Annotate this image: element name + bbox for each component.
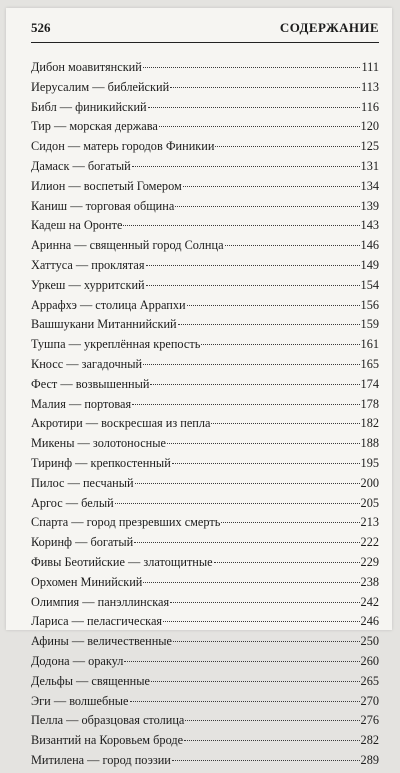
dot-leader xyxy=(215,146,359,147)
dot-leader xyxy=(201,344,359,345)
toc-entry xyxy=(31,416,379,436)
dot-leader xyxy=(214,562,360,563)
toc-entry xyxy=(31,456,379,476)
toc-entry-page: 229 xyxy=(360,554,379,569)
toc-entry xyxy=(31,258,379,278)
toc-entry-page: 260 xyxy=(360,653,379,668)
toc-entry-title: Микены — золотоносные xyxy=(31,436,166,451)
toc-entry-page: 195 xyxy=(360,455,379,470)
toc-entry xyxy=(31,713,379,733)
header-rule xyxy=(31,42,379,43)
toc-entry-page: 250 xyxy=(360,634,379,649)
toc-entry xyxy=(31,634,379,654)
toc-entry-title: Акротири — воскресшая из пепла xyxy=(31,416,211,431)
toc-entry-page: 161 xyxy=(360,337,379,352)
dot-leader xyxy=(183,186,360,187)
toc-entry-page: 159 xyxy=(360,317,379,332)
dot-leader xyxy=(178,324,360,325)
dot-leader xyxy=(146,265,360,266)
toc-entry-title: Орхомен Минийский xyxy=(31,574,143,589)
toc-entry-page: 156 xyxy=(360,297,379,312)
dot-leader xyxy=(123,225,359,226)
dot-leader xyxy=(225,245,360,246)
toc-entry xyxy=(31,357,379,377)
toc-entry-page: 174 xyxy=(360,376,379,391)
table-of-contents xyxy=(31,60,379,773)
dot-leader xyxy=(187,305,360,306)
toc-entry xyxy=(31,694,379,714)
book-page xyxy=(6,8,392,767)
toc-entry-page: 242 xyxy=(360,594,379,609)
toc-entry-page: 188 xyxy=(360,436,379,451)
toc-entry-title: Эги — волшебные xyxy=(31,693,129,708)
dot-leader xyxy=(170,602,359,603)
page-number: 526 xyxy=(31,20,51,35)
toc-entry-title: Тушпа — укреплённая крепость xyxy=(31,337,201,352)
dot-leader xyxy=(175,206,359,207)
dot-leader xyxy=(124,661,359,662)
toc-entry-page: 205 xyxy=(360,495,379,510)
toc-entry-title: Спарта — город презревших смерть xyxy=(31,515,221,530)
toc-entry xyxy=(31,278,379,298)
toc-entry-title: Малия — портовая xyxy=(31,396,132,411)
dot-leader xyxy=(211,423,359,424)
toc-entry-title: Сидон — матерь городов Финикии xyxy=(31,139,215,154)
toc-entry-title: Олимпия — панэллинская xyxy=(31,594,170,609)
toc-entry-title: Хаттуса — проклятая xyxy=(31,257,145,272)
toc-entry-title: Тир — морская держава xyxy=(31,119,158,134)
toc-entry-title: Каниш — торговая община xyxy=(31,198,175,213)
toc-entry-page: 143 xyxy=(360,218,379,233)
toc-entry xyxy=(31,654,379,674)
dot-leader xyxy=(143,67,361,68)
toc-entry xyxy=(31,80,379,100)
dot-leader xyxy=(143,582,359,583)
toc-entry-page: 270 xyxy=(360,693,379,708)
dot-leader xyxy=(143,364,359,365)
toc-entry-page: 149 xyxy=(360,257,379,272)
toc-entry xyxy=(31,496,379,516)
toc-entry-title: Пелла — образцовая столица xyxy=(31,713,185,728)
toc-entry xyxy=(31,218,379,238)
dot-leader xyxy=(159,126,360,127)
toc-entry xyxy=(31,100,379,120)
toc-entry-title: Дельфы — священные xyxy=(31,673,150,688)
dot-leader xyxy=(172,760,360,761)
toc-entry-title: Дамаск — богатый xyxy=(31,158,131,173)
toc-entry-page: 165 xyxy=(360,356,379,371)
toc-entry xyxy=(31,555,379,575)
toc-entry-page: 182 xyxy=(360,416,379,431)
toc-entry xyxy=(31,317,379,337)
toc-entry-page: 111 xyxy=(361,60,379,74)
toc-entry-page: 120 xyxy=(360,119,379,134)
toc-entry-title: Вашшукани Митаннийский xyxy=(31,317,177,332)
toc-entry xyxy=(31,476,379,496)
dot-leader xyxy=(132,166,360,167)
toc-entry xyxy=(31,575,379,595)
toc-entry-title: Аррафхэ — столица Аррапхи xyxy=(31,297,186,312)
toc-entry xyxy=(31,179,379,199)
toc-entry xyxy=(31,199,379,219)
toc-entry-page: 276 xyxy=(360,713,379,728)
toc-entry xyxy=(31,733,379,753)
dot-leader xyxy=(150,384,359,385)
toc-entry-title: Кадеш на Оронте xyxy=(31,218,123,233)
toc-entry xyxy=(31,515,379,535)
toc-entry-title: Коринф — богатый xyxy=(31,535,134,550)
section-title: СОДЕРЖАНИЕ xyxy=(279,20,379,35)
toc-entry-title: Фест — возвышенный xyxy=(31,376,150,391)
toc-entry-title: Аргос — белый xyxy=(31,495,114,510)
toc-entry xyxy=(31,139,379,159)
dot-leader xyxy=(115,503,360,504)
dot-leader xyxy=(130,701,360,702)
dot-leader xyxy=(163,621,359,622)
toc-entry xyxy=(31,337,379,357)
toc-entry xyxy=(31,159,379,179)
toc-entry-title: Византий на Коровьем броде xyxy=(31,733,184,748)
dot-leader xyxy=(151,681,360,682)
toc-entry xyxy=(31,238,379,258)
dot-leader xyxy=(184,740,359,741)
toc-entry-title: Илион — воспетый Гомером xyxy=(31,178,182,193)
dot-leader xyxy=(167,443,360,444)
toc-entry-page: 154 xyxy=(360,277,379,292)
toc-entry xyxy=(31,436,379,456)
toc-entry-title: Дибон моавитянский xyxy=(31,60,142,74)
toc-entry-title: Иерусалим — библейский xyxy=(31,79,170,94)
dot-leader xyxy=(173,641,360,642)
toc-entry xyxy=(31,298,379,318)
toc-entry-page: 265 xyxy=(360,673,379,688)
toc-entry-title: Пилос — песчаный xyxy=(31,475,134,490)
toc-entry-title: Уркеш — хурритский xyxy=(31,277,145,292)
toc-entry-title: Фивы Беотийские — златощитные xyxy=(31,554,213,569)
toc-entry-title: Додона — оракул xyxy=(31,653,124,668)
toc-entry xyxy=(31,614,379,634)
toc-entry-title: Тиринф — крепкостенный xyxy=(31,455,171,470)
dot-leader xyxy=(221,522,359,523)
dot-leader xyxy=(132,404,359,405)
toc-entry-title: Лариса — пеласгическая xyxy=(31,614,163,629)
toc-entry-page: 113 xyxy=(361,79,379,94)
toc-entry-title: Библ — финикийский xyxy=(31,99,147,114)
toc-entry xyxy=(31,397,379,417)
toc-entry-page: 131 xyxy=(360,158,379,173)
toc-entry-page: 178 xyxy=(360,396,379,411)
toc-entry-page: 222 xyxy=(360,535,379,550)
toc-entry-page: 246 xyxy=(360,614,379,629)
dot-leader xyxy=(185,720,359,721)
toc-entry-page: 134 xyxy=(360,178,379,193)
toc-entry-page: 282 xyxy=(360,733,379,748)
toc-entry-title: Кносс — загадочный xyxy=(31,356,143,371)
toc-entry-page: 116 xyxy=(361,99,379,114)
toc-entry-page: 146 xyxy=(360,238,379,253)
toc-entry-page: 125 xyxy=(360,139,379,154)
toc-entry xyxy=(31,119,379,139)
dot-leader xyxy=(170,87,360,88)
dot-leader xyxy=(146,285,360,286)
toc-entry xyxy=(31,595,379,615)
running-header xyxy=(31,20,379,42)
toc-entry-page: 200 xyxy=(360,475,379,490)
toc-entry-page: 139 xyxy=(360,198,379,213)
dot-leader xyxy=(148,107,360,108)
toc-entry-page: 213 xyxy=(360,515,379,530)
toc-entry xyxy=(31,753,379,773)
dot-leader xyxy=(172,463,360,464)
toc-entry-title: Афины — величественные xyxy=(31,634,173,649)
toc-entry xyxy=(31,60,379,80)
toc-entry-page: 289 xyxy=(360,752,379,767)
toc-entry-title: Митилена — город поэзии xyxy=(31,752,171,767)
toc-entry-title: Аринна — священный город Солнца xyxy=(31,238,224,253)
toc-entry xyxy=(31,674,379,694)
toc-entry xyxy=(31,377,379,397)
dot-leader xyxy=(135,483,360,484)
toc-entry-page: 238 xyxy=(360,574,379,589)
dot-leader xyxy=(134,542,359,543)
toc-entry xyxy=(31,535,379,555)
